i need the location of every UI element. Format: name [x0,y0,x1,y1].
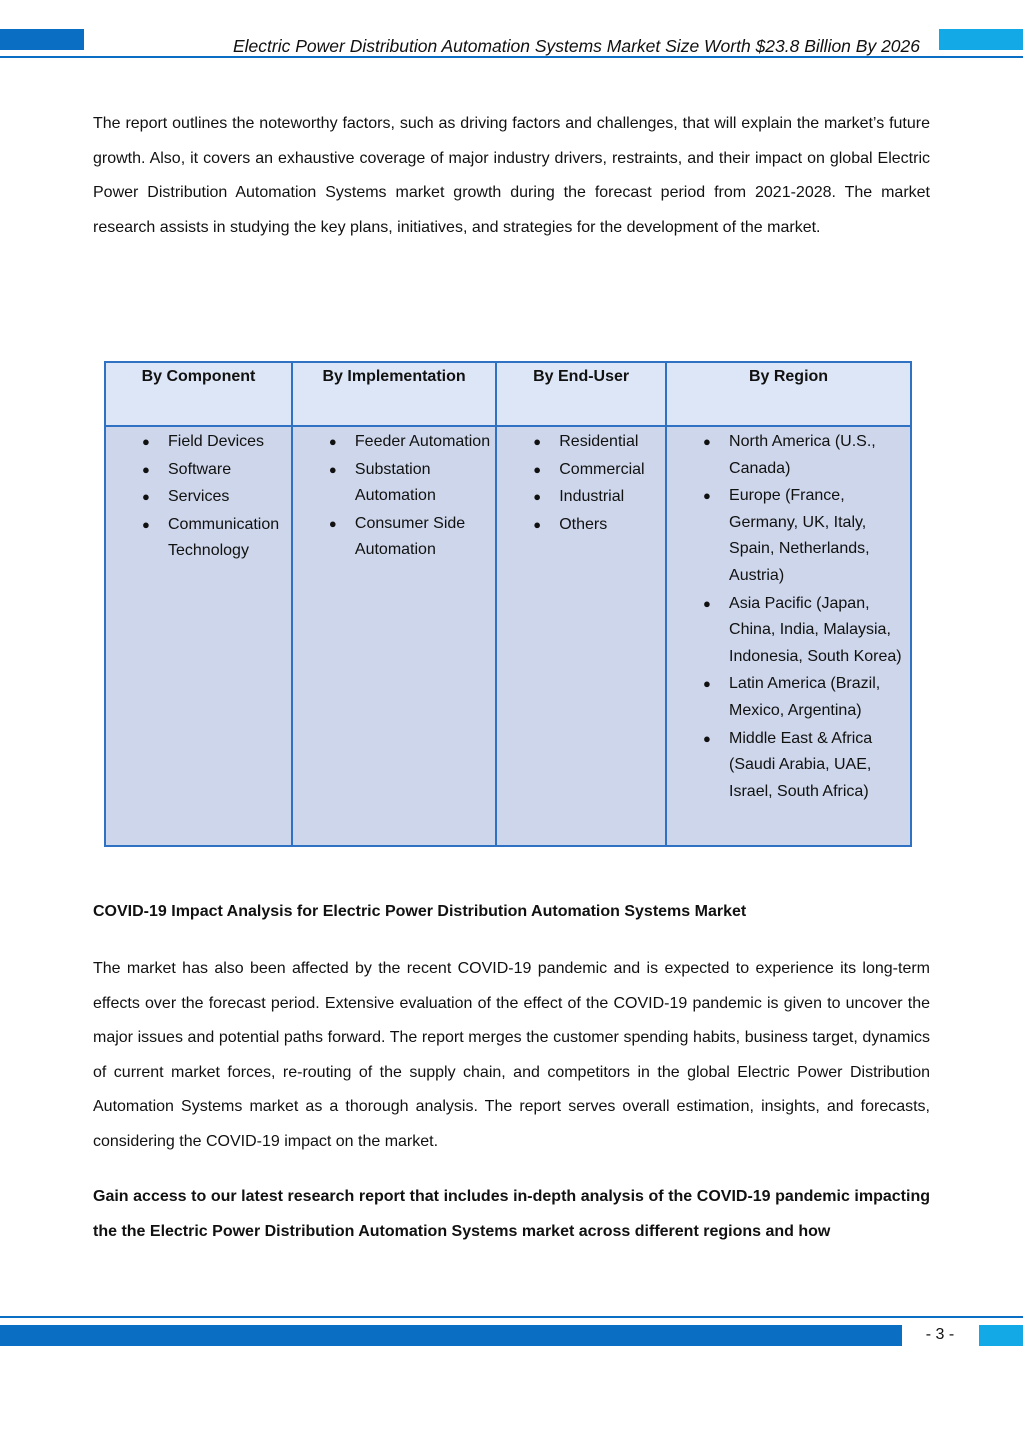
list-item: ● Residential [497,429,665,456]
end-user-list [497,429,665,538]
bullet-icon: ● [703,676,711,692]
header-by-end-user: By End-User [496,362,666,426]
page-number: - 3 - [925,1326,955,1343]
table-header-row [105,362,911,426]
document-header-title: Electric Power Distribution Automation Systems Market Size Worth $23.8 Billion By 2026 [233,36,920,56]
bullet-icon: ● [142,461,150,477]
header-divider [0,56,1023,58]
list-item: ● Communication Technology [106,512,291,565]
bullet-icon: ● [533,516,542,532]
header-by-implementation: By Implementation [292,362,496,426]
list-item: ● Substation Automation [293,457,495,510]
list-item: ● Industrial [497,484,665,511]
list-item: ● Latin America (Brazil, Mexico, Argentina) [667,671,910,724]
bullet-icon: ● [142,489,150,505]
footer-accent-bar-left [0,1325,902,1346]
segmentation-table [104,361,912,847]
component-cell [105,426,292,846]
bullet-icon: ● [328,461,337,477]
list-item: ● Software [106,457,291,484]
list-item: ● North America (U.S., Canada) [667,429,910,482]
end-user-cell [496,426,666,846]
covid-section-heading: COVID-19 Impact Analysis for Electric Power Distribution Automation Systems Market [93,903,747,920]
list-item: ● Europe (France, Germany, UK, Italy, Spain, Netherlands, Austria) [667,483,910,589]
intro-paragraph: The report outlines the noteworthy factors, such as driving factors and challenges, that will explain the market’s future growth. Also, it covers an exhaustive coverage of major industry drivers, restraints, and their impact on global Electric Power Distribution Automation Systems market growth during the forecast period from 2021-2028. The market research assists in studying the key plans, initiatives, and strategies for the development of the market. [93,115,930,236]
bullet-icon: ● [703,488,711,504]
bullet-icon: ● [142,516,150,532]
list-item: ● Middle East & Africa (Saudi Arabia, UAE, Israel, South Africa) [667,726,910,806]
component-list [106,429,291,565]
implementation-list [293,429,495,564]
bullet-icon: ● [703,595,711,611]
header-by-region: By Region [666,362,911,426]
list-item: ● Feeder Automation [293,429,495,456]
bullet-icon: ● [533,461,542,477]
region-cell [666,426,911,846]
cta-paragraph: Gain access to our latest research report that includes in-depth analysis of the COVID-19 pandemic impacting the the Electric Power Distribution Automation Systems market across different regions and how [93,1188,930,1240]
footer-accent-bar-right [979,1325,1023,1346]
region-list [667,429,910,805]
footer-divider [0,1316,1023,1318]
covid-paragraph: The market has also been affected by the recent COVID-19 pandemic and is expected to experience its long-term effects over the forecast period. Extensive evaluation of the effect of the COVID-19 pandemic is given to uncover the major issues and potential paths forward. The report merges the customer spending habits, business target, dynamics of current market forces, re-routing of the supply chain, and competitors in the global Electric Power Distribution Automation Systems market as a thorough analysis. The report serves overall estimation, insights, and forecasts, considering the COVID-19 impact on the market. [93,960,930,1150]
table-row [105,426,911,846]
bullet-icon: ● [142,434,150,449]
list-item: ● Services [106,484,291,511]
header-by-component: By Component [105,362,292,426]
bullet-icon: ● [533,434,542,449]
bullet-icon: ● [703,730,711,746]
implementation-cell [292,426,496,846]
header-accent-bar-left [0,29,84,50]
list-item: ● Asia Pacific (Japan, China, India, Malaysia, Indonesia, South Korea) [667,591,910,671]
bullet-icon: ● [328,434,337,449]
bullet-icon: ● [328,515,337,531]
list-item: ● Consumer Side Automation [293,511,495,564]
list-item: ● Field Devices [106,429,291,456]
bullet-icon: ● [533,489,542,505]
header-accent-bar-right [939,29,1023,50]
list-item: ● Commercial [497,457,665,484]
list-item: ● Others [497,512,665,539]
bullet-icon: ● [703,434,711,449]
